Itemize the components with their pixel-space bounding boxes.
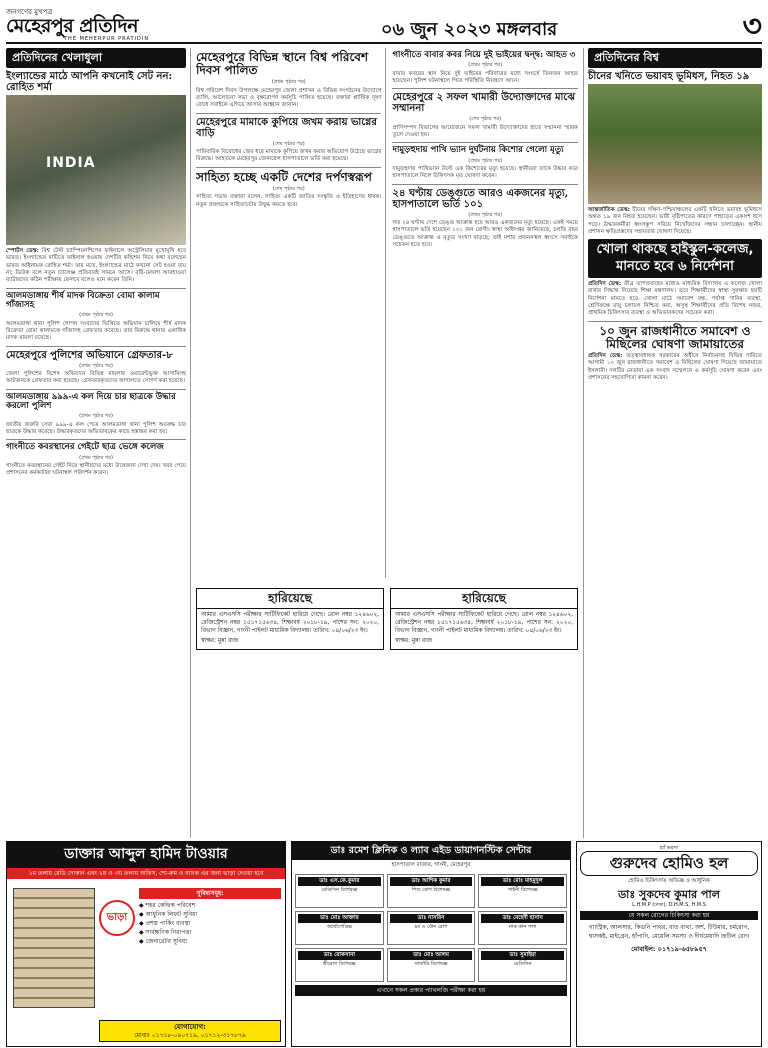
contact-phone: মোবাঃ ০১৭১৮-০৯০৭১৯, ০১৭১২-৩১৭৮৭৯ <box>134 1031 246 1039</box>
center-column <box>196 48 578 838</box>
lost-title: হারিয়েছে <box>391 589 577 609</box>
tower-contact <box>99 1020 281 1042</box>
homeo-diseases: গ্যাস্ট্রিক, আলসার, কিডনি পাথর, বাত ব্যথা, অর্শ, টিউমার, চর্মরোগ, শ্বাসকষ্ট, মাইগ্রেন, হাঁপানি, মেয়েলি সমস্যা ও দীর্ঘমেয়াদি জটিল রোগ <box>588 924 750 941</box>
world-body: চীনের দক্ষিণ-পশ্চিমাঞ্চলের একটি খনিতে ভয়াবহ ভূমিধসে অন্তত ১৯ জন নিহত হয়েছেন। ভারী বৃষ্টিপাতের কারণে পাহাড়ের একাংশ ধসে পড়ে। উদ্ধারকর্মীরা ধ্বংসস্তূপ সরিয়ে নিখোঁজদের সন্ধান চালাচ্ছেন। স্থানীয় প্রশাসন ক্ষতিগ্রস্তদের সহায়তার ঘোষণা দিয়েছে। <box>587 206 762 235</box>
homeo-line: হোমিও চিকিৎসায় অভিজ্ঞ ও আধুনিক <box>628 878 710 884</box>
article-headline: মেহেরপুরে বিভিন্ন স্থানে বিশ্ব পরিবেশ দিবস পালিত <box>196 50 369 78</box>
world-headline: চীনের খনিতে ভয়াবহ ভূমিধস, নিহত ১৯ <box>587 70 750 82</box>
doctor-grid <box>292 871 570 985</box>
article-continued: (প্রথম পৃষ্ঠার পর) <box>468 211 503 218</box>
divider <box>392 142 577 143</box>
tower-ad-subtitle: ১ম তলায় রেডি দোকান এবং ২য় ও ৩য় তলায় অফিস, শো-রুম ও ব্যাংক এর জন্য ভাড়া দেওয়া হবে <box>7 868 285 880</box>
lost-body: আমার এসএসসি পরীক্ষার সার্টিফিকেট হারিয়ে গেছে। রোল নম্বর ১২৪৬০২, রেজিস্ট্রেশন নম্বর ১৫১৭১৫৬৩৪, শিক্ষাবর্ষ ২০১৮-১৯, পাশের সন: ২০২০, বিভাগ বিজ্ঞান, গাংনী পাইলট মাধ্যমিক বিদ্যালয়। তারিখ: ০৪/০৬/২৩ ইং। <box>201 612 379 634</box>
doctor-card: ডাঃ এস.কে.কুমার মেডিসিন বিশেষজ্ঞ <box>295 874 384 908</box>
clinic-ad-title: ডাঃ রমেশ ক্লিনিক ও ল্যাব এইড ডায়াগনস্টিক সেন্টার <box>292 842 570 860</box>
article-continued: (প্রথম পৃষ্ঠার পর) <box>271 79 306 86</box>
page-number: ৩ <box>742 9 762 44</box>
sports-desk: স্পোর্টস ডেস্ক: <box>6 247 39 254</box>
col-a-article-4 <box>6 443 186 477</box>
schools-body: তীব্র তাপপ্রবাহের মধ্যেও মাধ্যমিক বিদ্যালয় ও কলেজ খোলা রাখার সিদ্ধান্ত নিয়েছে শিক্ষা মন্ত্রণালয়। তবে শিক্ষার্থীদের স্বাস্থ্য সুরক্ষায় ছয়টি নির্দেশনা মানতে হবে: খোলা মাঠে সমাবেশ বন্ধ, পর্যাপ্ত পানির ব্যবস্থা, শ্রেণিকক্ষে বায়ু চলাচল নিশ্চিত করা, অসুস্থ শিক্ষার্থীদের প্রতি বিশেষ নজর, প্রাথমিক চিকিৎসার ব্যবস্থা ও অভিভাবকদের সচেতন করা। <box>587 280 762 317</box>
lost-notice-1 <box>196 588 384 650</box>
lost-body: আমার এসএসসি পরীক্ষার সার্টিফিকেট হারিয়ে গেছে। রোল নম্বর ১২৪৬০২, রেজিস্ট্রেশন নম্বর ১৫১৭১৫৬৩৪, শিক্ষাবর্ষ ২০১৮-১৯, পাশের সন: ২০২০, বিভাগ বিজ্ঞান, গাংনী পাইলট মাধ্যমিক বিদ্যালয়। তারিখ: ০৪/০৬/২৩ ইং। <box>394 612 573 634</box>
doctor-card: ডাঃ মোঃ আক্তার অর্থোপেডিক্স <box>295 911 384 945</box>
rally-article <box>588 353 762 383</box>
article-headline: মেহেরপুরে মামাকে কুপিয়ে জখম করায় ভাগ্নের বাড়ি <box>196 116 377 139</box>
col-a-article-1 <box>6 292 186 343</box>
lost-notices <box>196 584 578 650</box>
rally-desk: প্রতিদিন ডেস্ক: <box>587 353 623 359</box>
divider <box>196 113 381 114</box>
article-body: বিশ্ব পরিবেশ দিবস উপলক্ষে মেহেরপুর জেলা প্রশাসন ও বিভিন্ন সংগঠনের উদ্যোগে র‍্যালি, আলোচনা সভা ও বৃক্ষরোপণ কর্মসূচি পালিত হয়েছে। বক্তারা প্লাস্টিক দূষণ রোধে সবাইকে এগিয়ে আসার আহ্বান জানান। <box>196 87 382 109</box>
sports-section-title: প্রতিদিনের খেলাধুলা <box>6 48 186 68</box>
rally-body: তত্ত্বাবধায়ক সরকারের অধীনে নির্বাচনসহ বিভিন্ন দাবিতে আগামী ১০ জুন রাজধানীতে সমাবেশ ও মিছিলের ঘোষণা দিয়েছে জামায়াতে ইসলামী। দলটির নেতারা এক সংবাদ সম্মেলনে এ কর্মসূচি ঘোষণা করেন এবং প্রশাসনের সহযোগিতা কামনা করেন। <box>587 353 762 382</box>
article-continued: (প্রথম পৃষ্ঠার পর) <box>79 454 113 461</box>
article-continued: (শেষ পৃষ্ঠার পর) <box>272 185 305 192</box>
article-continued: (প্রথম পৃষ্ঠার পর) <box>79 312 113 319</box>
clinic-address: হাসপাতাল বাজার, গাংনী, মেহেরপুর <box>391 861 471 868</box>
article-headline: মেহেরপুরে পুলিশের অভিযানে গ্রেফতার-৮ <box>6 349 173 361</box>
tower-ad <box>6 841 286 1047</box>
masthead-title-en: THE MEHERPUR PRATIDIN <box>64 35 150 42</box>
lost-notice-2 <box>390 588 578 650</box>
tower-features <box>139 888 281 946</box>
dengue-body: গত ২৪ ঘণ্টায় দেশে ডেঙ্গু আক্রান্ত হয়ে আরও একজনের মৃত্যু হয়েছে। একই সময়ে হাসপাতালে ভর্তি হয়েছেন ১০১ জন রোগী। স্বাস্থ্য অধিদপ্তর জানিয়েছে, চলতি বছর ডেঙ্গুতে আক্রান্ত ও মৃত্যুর সংখ্যা বাড়ছে; তাই মশার প্রজননস্থল ধ্বংসে সবাইকে সচেতন হতে হবে। <box>392 219 578 249</box>
divider <box>6 346 186 347</box>
divider <box>6 288 186 289</box>
masthead-title: মেহেরপুর প্রতিদিন <box>6 14 138 37</box>
homeo-phone: মোবাইল: ০১৭১৯-৬৫৮৯৫৭ <box>631 945 707 954</box>
divider <box>6 439 186 440</box>
article-continued: (প্রথম পৃষ্ঠার পর) <box>79 413 113 420</box>
divider <box>196 167 381 168</box>
center-two-cols <box>196 48 578 578</box>
article-headline: দামুড়হুদায় পাখি ভ্যান দুর্ঘটনায় কিশোর গেলো মৃত্যু <box>392 145 564 156</box>
schools-headline: খোলা থাকছে হাইস্কুল-কলেজ, মানতে হবে ৬ নির্দেশনা <box>588 239 762 278</box>
article-continued: (শেষ পৃষ্ঠার পর) <box>469 116 502 123</box>
feature-item: ◆ সার্বক্ষণিক নিরাপত্তা <box>139 929 192 936</box>
article-body: জেলা পুলিশের বিশেষ অভিযানে বিভিন্ন মামলায় ওয়ারেন্টভুক্ত আসামিসহ আটজনকে গ্রেফতার করা হয়েছে। গ্রেফতারকৃতদের আদালতে সোপর্দ করা হয়েছে। <box>6 370 187 385</box>
article-headline: সাহিত্য হচ্ছে একটি দেশের দর্পণস্বরূপ <box>196 169 372 184</box>
doctor-card: ডাঃ মোঃ মাহমুদুল গাইনী বিশেষজ্ঞ <box>478 874 567 908</box>
col-a-article-3 <box>6 393 186 437</box>
homeo-ad <box>576 841 762 1047</box>
feature-item: ◆ জেনারেটর সুবিধা <box>139 938 187 945</box>
article-headline: আলমডাঙ্গায় ৯৯৯-এ কল দিয়ে চার ছাত্রকে উদ্ধার করলো পুলিশ <box>6 391 176 412</box>
rally-headline: ১০ জুন রাজধানীতে সমাবেশ ও মিছিলের ঘোষণা জামায়াতের <box>599 323 751 351</box>
homeo-title: গুরুদেব হোমিও হল <box>580 851 758 876</box>
divider <box>588 321 762 322</box>
schools-desk: প্রতিদিন ডেস্ক: <box>587 280 622 287</box>
article-headline: গাংনীতে বাবার কবর নিয়ে দুই ভাইয়ের দ্বন্দ্ব: আহত ৩ <box>392 50 576 60</box>
divider <box>392 184 577 185</box>
tower-ad-title: ডাক্তার আব্দুল হামিদ টাওয়ার <box>7 842 285 868</box>
doctor-card: ডাঃ রোকসানা স্ত্রীরোগ বিশেষজ্ঞ <box>295 948 384 982</box>
masthead-tagline: জনগণের মুখপত্র <box>6 8 53 16</box>
sports-headline: ইংল্যান্ডের মাঠে আপনি কখনোই সেট নন: রোহিত শর্মা <box>6 70 173 93</box>
doctor-card: ডাঃ মেহেদী হাসান নাক কান গলা <box>478 911 567 945</box>
feature-item: ◆ প্রশস্ত পার্কিং ব্যবস্থা <box>139 920 191 927</box>
lost-sign: স্বাক্ষর: মুন্না রাজ <box>201 638 239 645</box>
photo-jersey-text: INDIA <box>46 154 96 171</box>
issue-date: ০৬ জুন ২০২৩ মঙ্গলবার <box>380 18 558 40</box>
article-continued: (প্রথম পৃষ্ঠার পর) <box>468 62 503 69</box>
advertisements <box>6 841 762 1047</box>
article-continued: (প্রথম পৃষ্ঠার পর) <box>468 157 503 164</box>
main-columns <box>6 48 762 838</box>
article-body: দামুড়হুদায় পাখিভ্যান উল্টে এক কিশোরের মৃত্যু হয়েছে। স্থানীয়রা তাকে উদ্ধার করে হাসপাতালে নিলে চিকিৎসক মৃত ঘোষণা করেন। <box>392 165 578 180</box>
homeo-degrees: L.H.M.P (ঢাকা), D.H.M.S, H.M.S <box>632 901 706 908</box>
divider <box>392 88 577 89</box>
sports-column <box>6 48 191 838</box>
doctor-card: ডাঃ সুমাইয়া মেডিসিন <box>478 948 567 982</box>
article-body: গাংনীতে কবরস্থানের গেইট নিয়ে স্থানীয়দের মধ্যে উত্তেজনা দেখা দেয়। খবর পেয়ে প্রশাসনের কর্মকর্তারা ঘটনাস্থল পরিদর্শন করেন। <box>6 462 187 477</box>
world-column <box>583 48 762 838</box>
features-head: সুবিধাসমূহ: <box>139 888 281 899</box>
homeo-doctor: ডাঃ সুকদেব কুমার পাল <box>618 887 720 901</box>
center-left <box>196 48 386 578</box>
rohit-sharma-photo <box>6 95 186 245</box>
rent-badge: ভাড়া <box>99 900 135 936</box>
article-headline: মেহেরপুরে ২ সফল খামারী উদ্যোক্তাদের মাঝে সম্মাননা <box>392 92 576 115</box>
article-body: জাতীয় জরুরি সেবা ৯৯৯-এ কল পেয়ে আলমডাঙ্গা থানা পুলিশ অবরুদ্ধ চার ছাত্রকে উদ্ধার করেছে। উদ্ধারকৃতদের অভিভাবকের কাছে হস্তান্তর করা হয়। <box>6 421 187 435</box>
article-body: সাহিত্য সভায় বক্তারা বলেন, সাহিত্য একটি জাতির সংস্কৃতি ও ইতিহাসের ধারক। নতুন প্রজন্মকে সাহিত্যচর্চায় উদ্বুদ্ধ করতে হবে। <box>196 194 382 208</box>
sports-body: বিশ্ব টেস্ট চ্যাম্পিয়নশিপের ফাইনালে অস্ট্রেলিয়ার মুখোমুখি হবে ভারত। ইংল্যান্ডের মাটিতে ফাইনাল হওয়ায় দেশটির কন্ডিশন নিয়ে কথা বলেছেন ভারত অধিনায়ক রোহিত শর্মা। তার মতে, ইংল্যান্ডের মাঠে কখনো সেট হওয়া যায় না; ডিউক বলে নতুন চ্যালেঞ্জ প্রতিবারই সামনে আসে। বৃষ্টি-মেঘলা আবহাওয়া ব্যাটারদের কঠিন পরীক্ষায় ফেলবে বলেও মনে করেন তিনি। <box>6 247 187 284</box>
article-body: বাবার কবরের স্থান নিয়ে দুই ভাইয়ের পরিবারের মধ্যে সংঘর্ষে তিনজন আহত হয়েছেন। পুলিশ ঘটনাস্থলে গিয়ে পরিস্থিতি নিয়ন্ত্রণে আনে। <box>392 70 578 84</box>
col-a-article-2 <box>6 350 186 386</box>
article-headline: আলমডাঙ্গায় শীর্ষ মাদক বিক্রেতা বোমা কালাম গাঁজাসহ <box>6 290 160 310</box>
clinic-footer: এখানে সকল প্রকার প্যাথলজি পরীক্ষা করা হয় <box>295 985 567 997</box>
article-body: পারিবারিক বিরোধের জের ধরে মামাকে কুপিয়ে জখম করার অভিযোগ উঠেছে ভাগ্নের বিরুদ্ধে। আহতকে মেহেরপুর জেনারেল হাসপাতালে ভর্তি করা হয়েছে। <box>196 149 382 163</box>
homeo-tag: হ্যাঁ ভরসা <box>659 845 679 851</box>
center-right <box>392 48 577 578</box>
landslide-photo <box>588 84 762 204</box>
contact-head: যোগাযোগ: <box>174 1022 206 1031</box>
article-body: আলমডাঙ্গা থানা পুলিশ গোপন সংবাদের ভিত্তিতে অভিযান চালিয়ে শীর্ষ মাদক বিক্রেতা বোমা কালামকে গাঁজাসহ গ্রেফতার করেছে। তার বিরুদ্ধে থানায় একাধিক মাদক মামলা রয়েছে। <box>6 320 187 342</box>
doctor-card: ডাঃ মোঃ আলম সার্জারি বিশেষজ্ঞ <box>387 948 476 982</box>
article-headline: গাংনীতে কবরস্থানের গেইটে ছাত্র ভেঙ্গে কলেজ <box>6 442 164 453</box>
world-article <box>588 207 762 237</box>
building-illustration <box>13 888 95 1008</box>
feature-item: ◆ আধুনিক লিফট সুবিধা <box>139 911 198 918</box>
world-desk: আন্তর্জাতিক ডেস্ক: <box>587 206 630 213</box>
article-continued: (প্রথম পৃষ্ঠার পর) <box>79 362 113 369</box>
masthead-left <box>6 8 236 42</box>
clinic-ad <box>291 841 571 1047</box>
feature-item: ◆ শহর কেন্দ্রিক পরিবেশ <box>139 902 196 909</box>
homeo-strip: যে সকল রোগের চিকিৎসা করা হয় <box>580 911 758 921</box>
lost-sign: স্বাক্ষর: মুন্না রাজ <box>394 638 432 645</box>
sports-article <box>6 248 186 285</box>
article-body: প্রাণিসম্পদ বিভাগের আয়োজনে সফল খামারী উদ্যোক্তাদের হাতে সম্মাননা স্মারক তুলে দেওয়া হয়। <box>392 124 578 138</box>
schools-article <box>588 281 762 318</box>
world-section-title: প্রতিদিনের বিশ্ব <box>588 48 762 68</box>
doctor-card: ডাঃ আশিক কুমার শিশু রোগ বিশেষজ্ঞ <box>387 874 476 908</box>
masthead <box>6 4 762 44</box>
lost-title: হারিয়েছে <box>197 589 383 609</box>
doctor-card: ডাঃ নাসরিন চর্ম ও যৌন রোগ <box>387 911 476 945</box>
dengue-headline: ২৪ ঘণ্টায় ডেঙ্গুতে আরও একজনের মৃত্যু, হাসপাতালে ভর্তি ১০১ <box>392 187 569 210</box>
divider <box>6 389 186 390</box>
article-continued: (শেষ পৃষ্ঠার পর) <box>272 140 305 147</box>
